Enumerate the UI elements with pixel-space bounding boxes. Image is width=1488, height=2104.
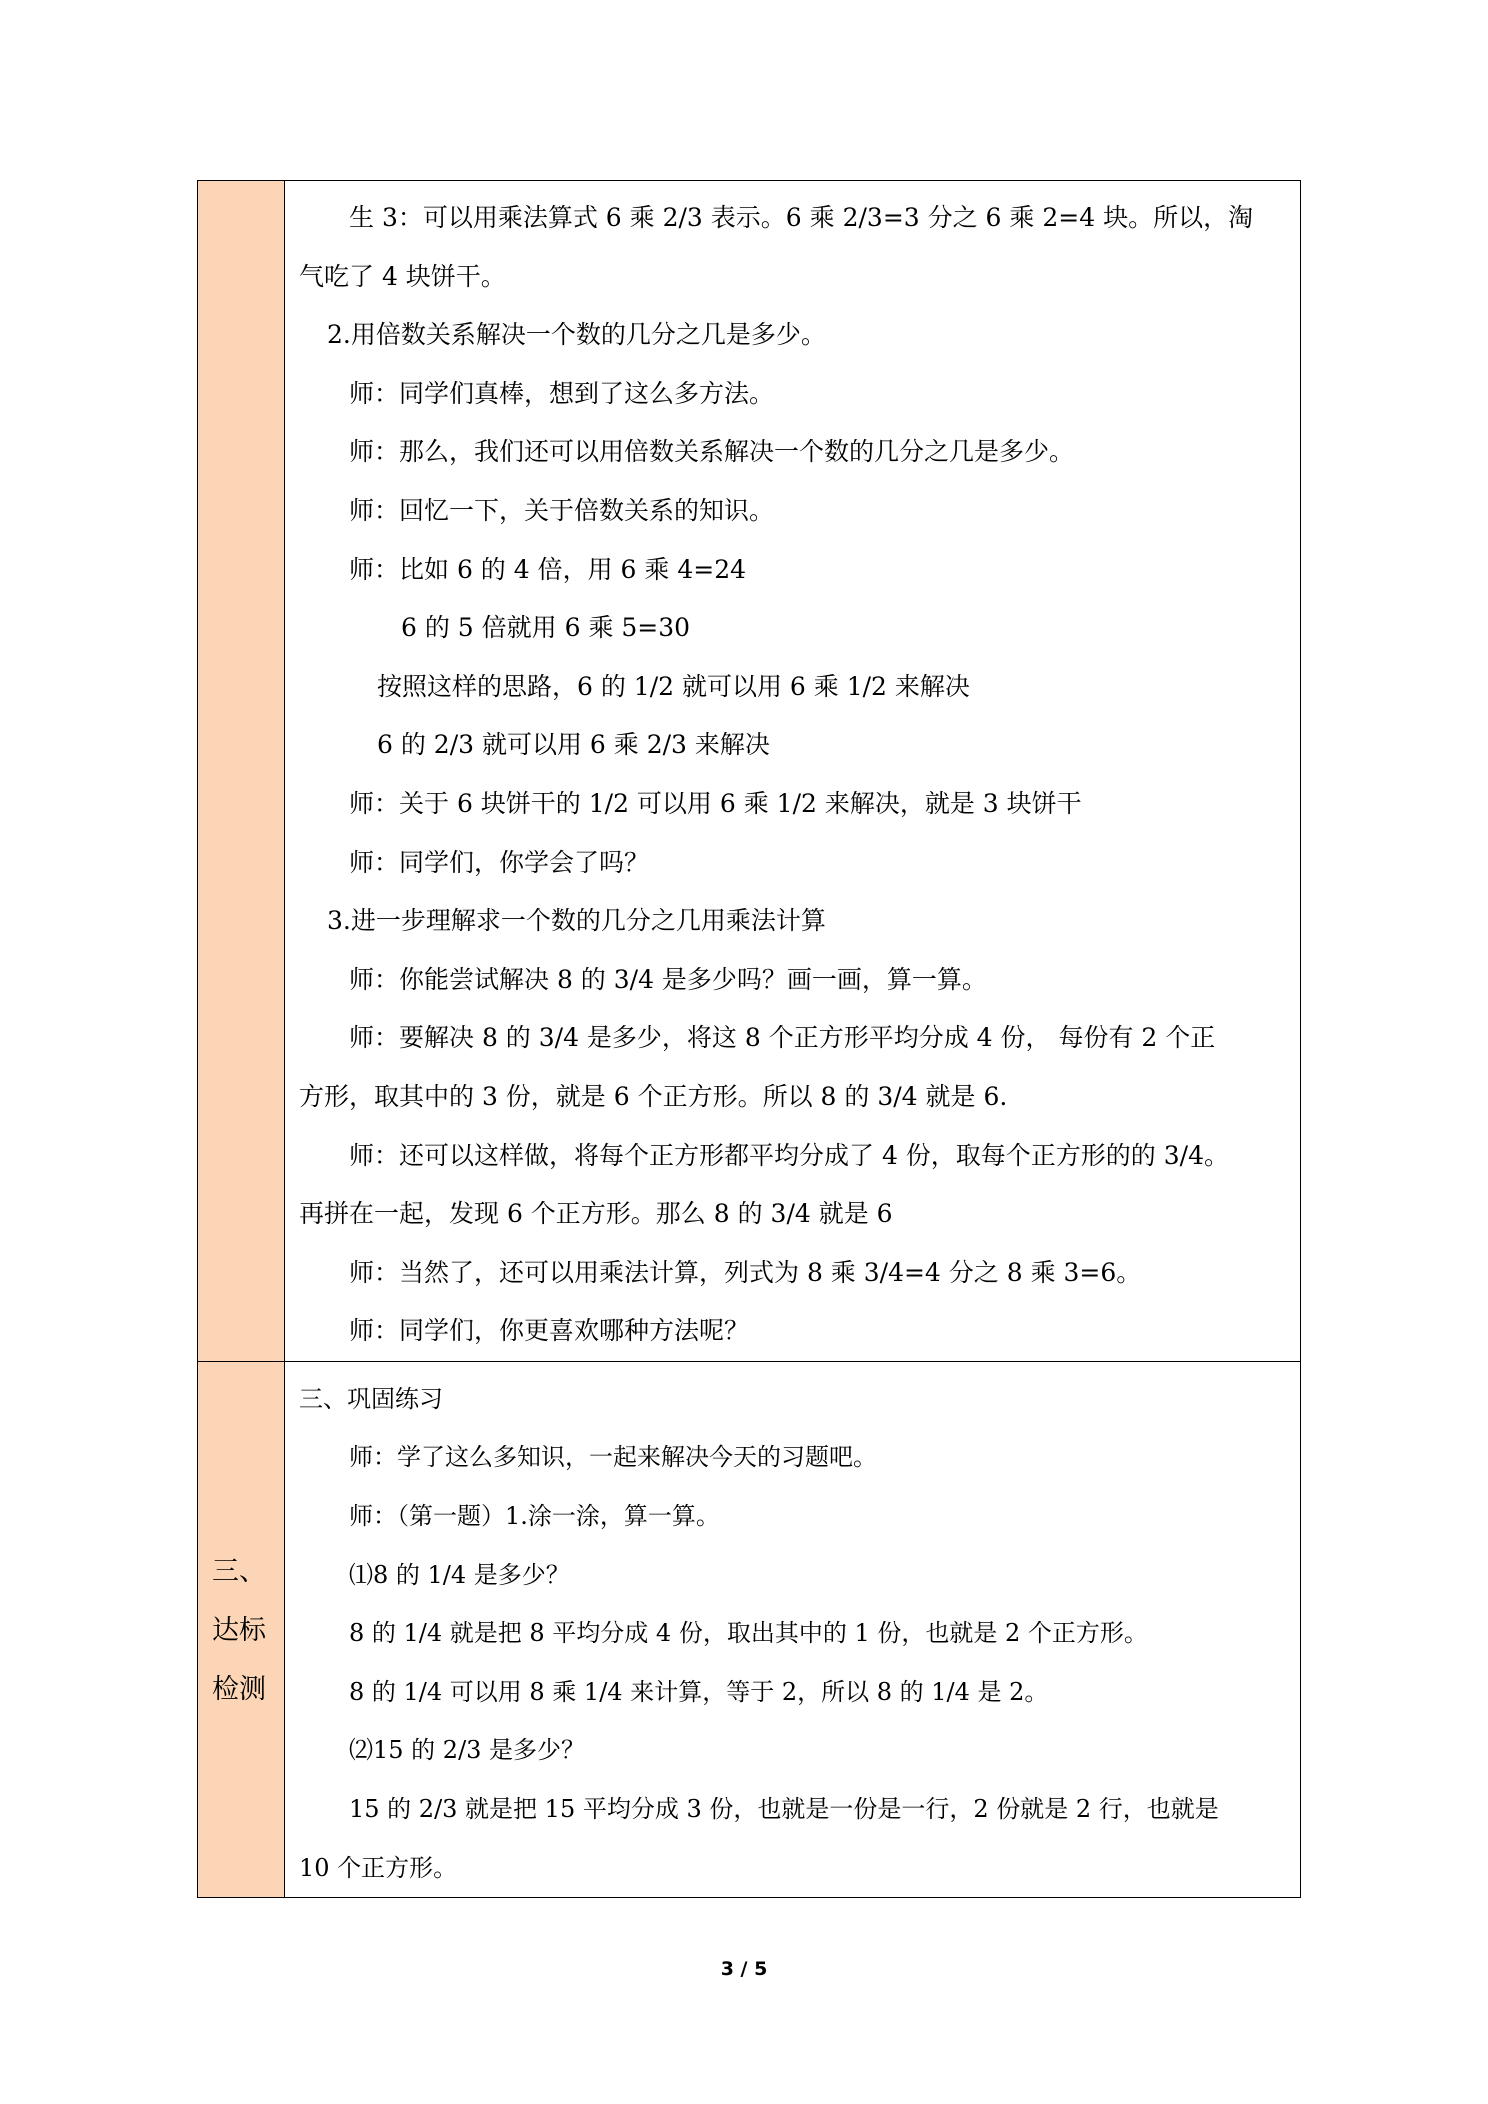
text-line: 6 的 2/3 就可以用 6 乘 2/3 来解决 xyxy=(377,730,770,760)
page-number: 3 / 5 xyxy=(720,1958,768,1980)
text-line: 师：（第一题）1.涂一涂，算一算。 xyxy=(349,1502,720,1531)
text-line: 师：回忆一下，关于倍数关系的知识。 xyxy=(349,495,775,525)
text-line: 2.用倍数关系解决一个数的几分之几是多少。 xyxy=(327,320,826,350)
text-line: 15 的 2/3 就是把 15 平均分成 3 份，也就是一份是一行，2 份就是 2 行，也就是 xyxy=(349,1795,1219,1824)
text-line: 再拼在一起，发现 6 个正方形。那么 8 的 3/4 就是 6 xyxy=(299,1199,893,1229)
text-line: 生 3：可以用乘法算式 6 乘 2/3 表示。6 乘 2/3=3 分之 6 乘 2=4 块。所以，淘 xyxy=(349,203,1254,232)
text-line: 师：同学们，你更喜欢哪种方法呢？ xyxy=(349,1316,750,1346)
text-line: 师：同学们真棒，想到了这么多方法。 xyxy=(349,378,775,408)
table-row xyxy=(198,1361,1301,1897)
row-label-cell xyxy=(198,1361,285,1897)
text-line: 三、巩固练习 xyxy=(299,1384,443,1413)
text-line: ⑵15 的 2/3 是多少？ xyxy=(349,1736,586,1765)
text-line: 师：要解决 8 的 3/4 是多少，将这 8 个正方形平均分成 4 份， 每份有 2 个正 xyxy=(349,1023,1216,1053)
text-line: 师：还可以这样做，将每个正方形都平均分成了 4 份，取每个正方形的的 3/4。 xyxy=(349,1140,1229,1170)
text-line: ⑴8 的 1/4 是多少？ xyxy=(349,1560,570,1589)
text-line: 气吃了 4 块饼干。 xyxy=(299,261,506,291)
table-row xyxy=(198,181,1301,1362)
row-label-cell xyxy=(198,181,285,1362)
text-line: 师：关于 6 块饼干的 1/2 可以用 6 乘 1/2 来解决，就是 3 块饼干 xyxy=(349,788,1082,818)
text-line: 3.进一步理解求一个数的几分之几用乘法计算 xyxy=(327,906,826,936)
text-line: 按照这样的思路，6 的 1/2 就可以用 6 乘 1/2 来解决 xyxy=(377,671,970,701)
section-label-line: 三、 xyxy=(212,1555,266,1587)
content-cell xyxy=(285,181,1301,1362)
text-line: 师：比如 6 的 4 倍，用 6 乘 4=24 xyxy=(349,554,747,584)
content-cell xyxy=(285,1361,1301,1897)
text-line: 8 的 1/4 就是把 8 平均分成 4 份，取出其中的 1 份，也就是 2 个正方形。 xyxy=(349,1619,1148,1648)
text-line: 8 的 1/4 可以用 8 乘 1/4 来计算，等于 2，所以 8 的 1/4 是 2。 xyxy=(349,1677,1049,1706)
section-label-line: 达标 xyxy=(212,1614,266,1646)
text-line: 6 的 5 倍就用 6 乘 5=30 xyxy=(401,613,691,643)
text-line: 师：你能尝试解决 8 的 3/4 是多少吗？画一画，算一算。 xyxy=(349,964,987,994)
text-line: 10 个正方形。 xyxy=(299,1853,458,1882)
text-line: 师：当然了，还可以用乘法计算，列式为 8 乘 3/4=4 分之 8 乘 3=6。 xyxy=(349,1257,1142,1287)
text-line: 方形，取其中的 3 份，就是 6 个正方形。所以 8 的 3/4 就是 6. xyxy=(299,1081,1008,1111)
section-label xyxy=(198,1362,284,1719)
text-line: 师：那么，我们还可以用倍数关系解决一个数的几分之几是多少。 xyxy=(349,437,1075,467)
text-line: 师：学了这么多知识，一起来解决今天的习题吧。 xyxy=(349,1443,877,1472)
section-label-line: 检测 xyxy=(212,1673,266,1705)
text-line: 师：同学们，你学会了吗？ xyxy=(349,847,650,877)
lesson-table xyxy=(197,180,1301,1898)
